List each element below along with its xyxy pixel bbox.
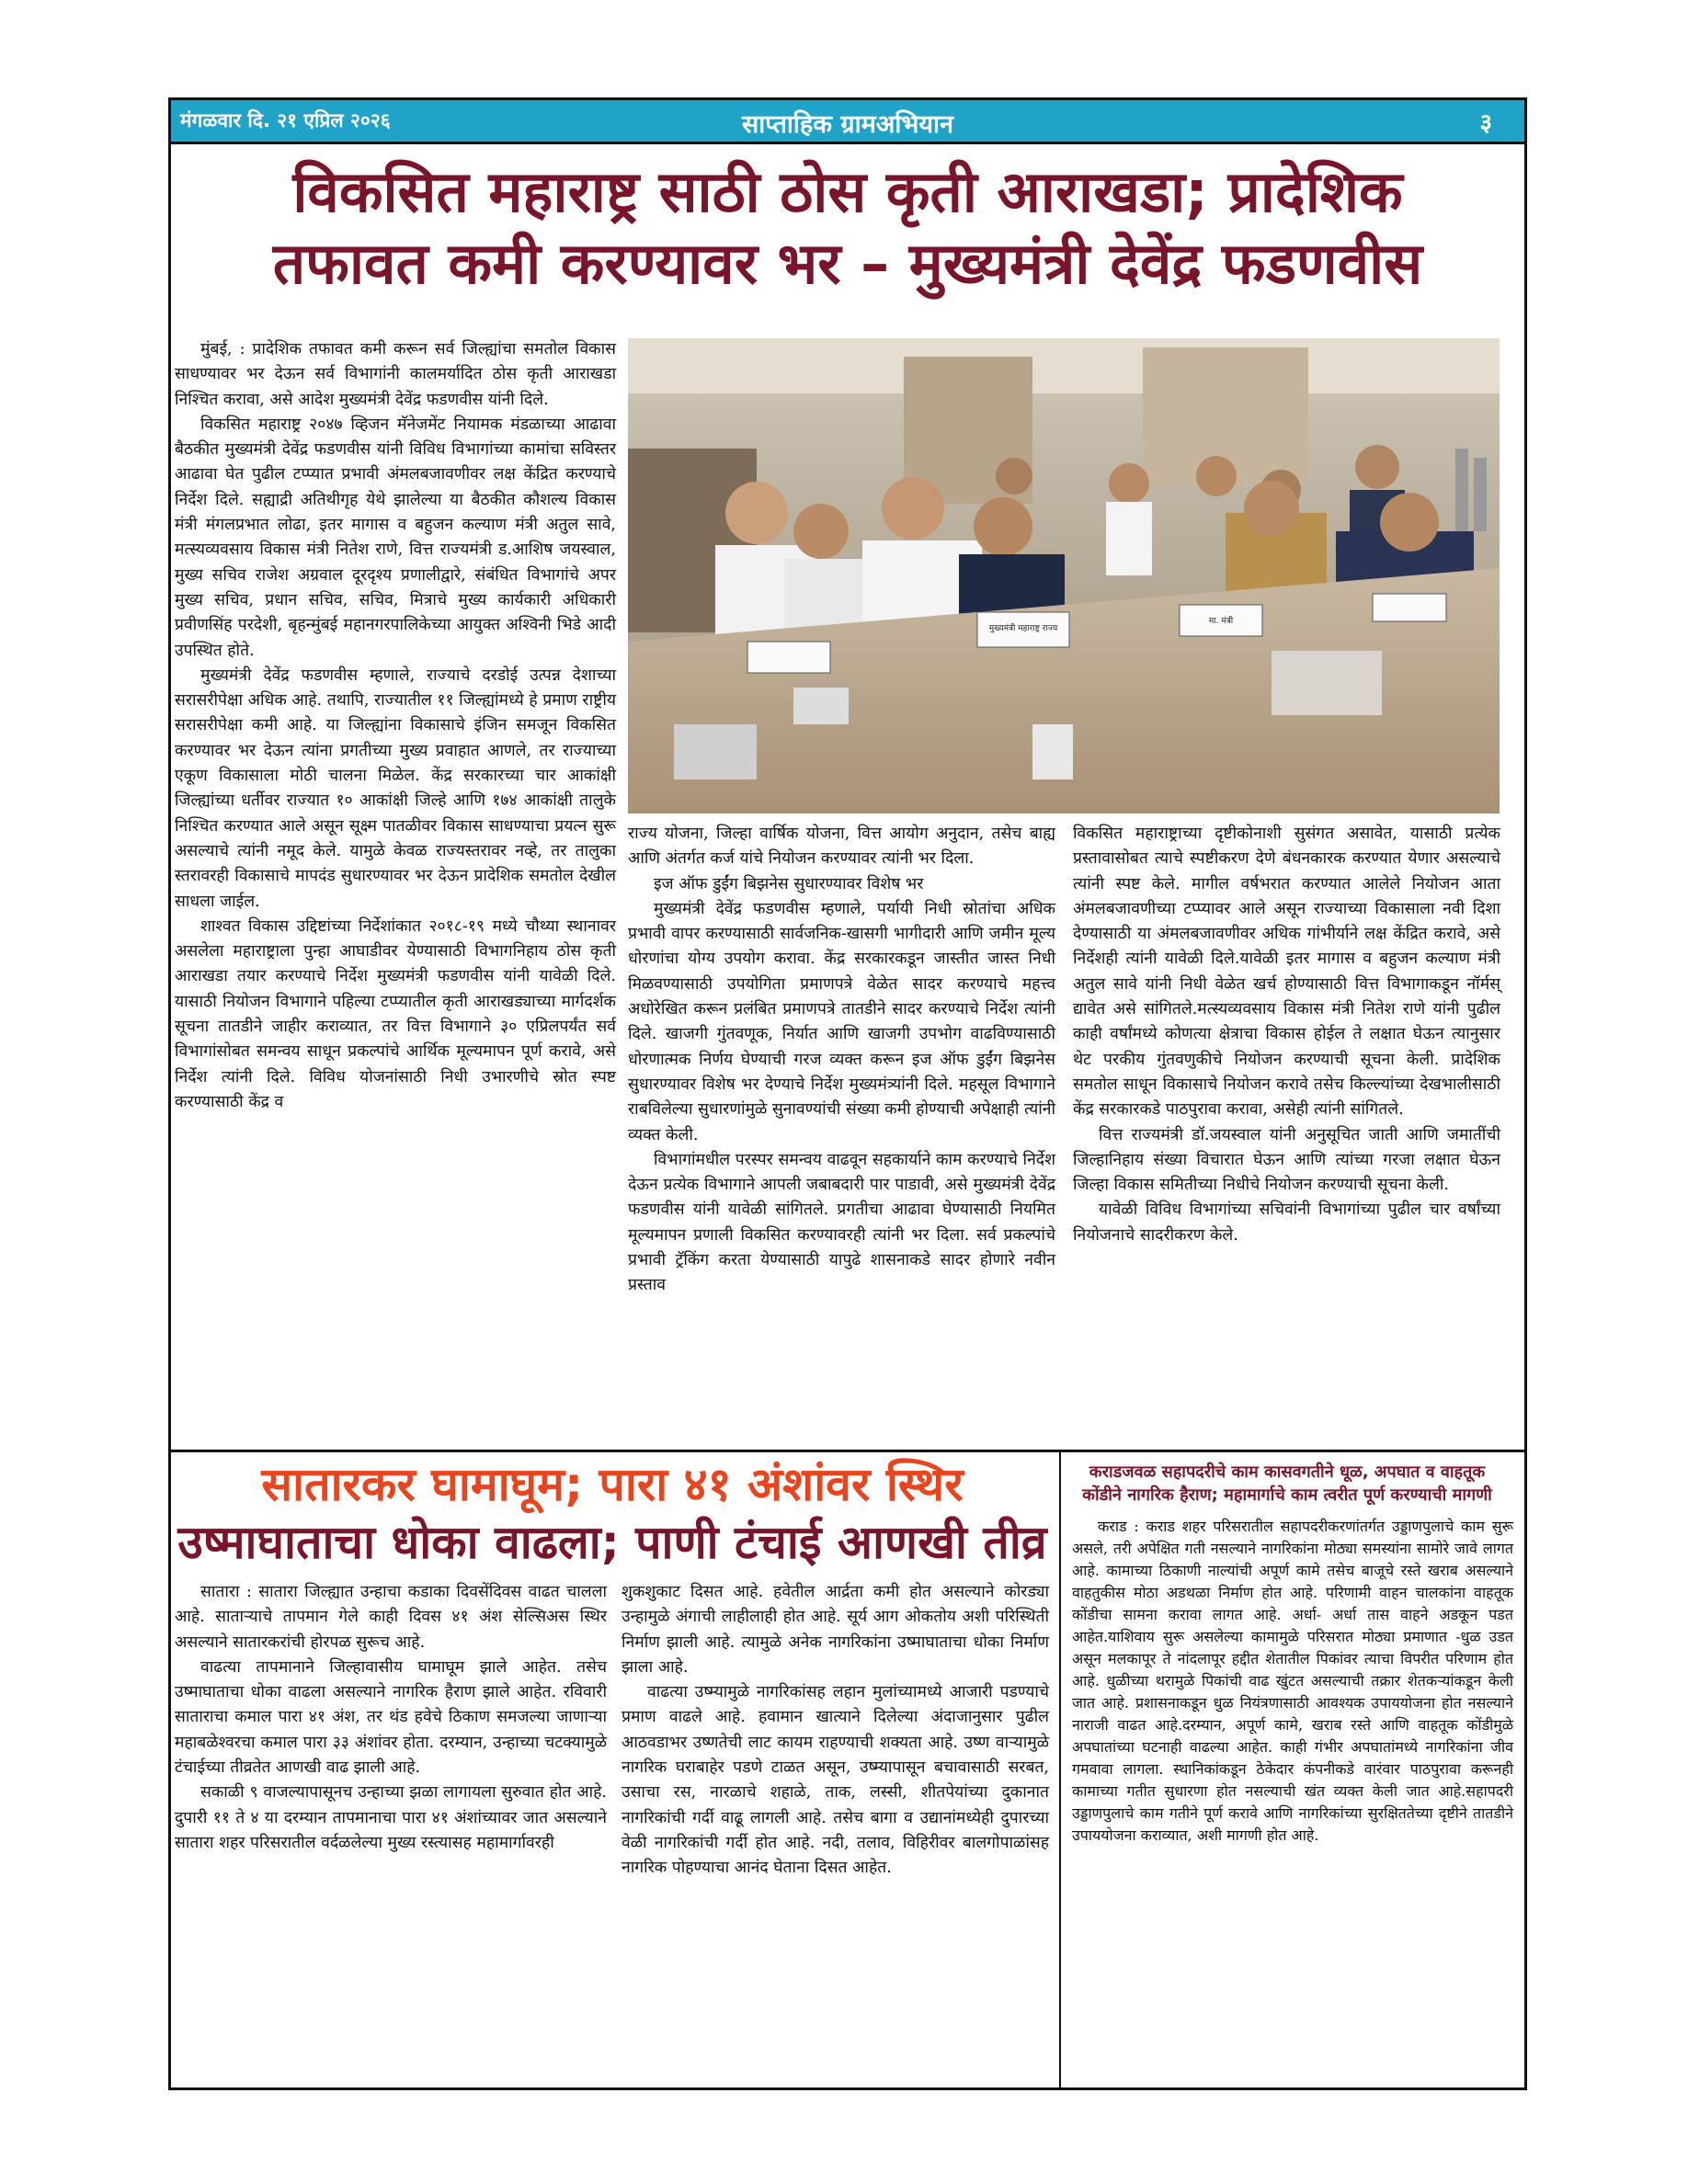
paragraph-subheading: इज ऑफ डुईंग बिझनेस सुधारण्यावर विशेष भर <box>654 874 924 893</box>
newspaper-page <box>168 97 1527 2090</box>
page-number: ३ <box>1479 109 1492 137</box>
story3-column <box>1072 1516 1513 1847</box>
paragraph: राज्य योजना, जिल्हा वार्षिक योजना, वित्त आयोग अनुदान, तसेच बाह्य आणि अंतर्गत कर्ज यांचे नियोजन करण्यावर त्यांनी भर दिला. <box>628 825 1055 869</box>
section-divider <box>171 1450 1524 1452</box>
paragraph: कराड : कराड शहर परिसरातील सहापदरीकरणांतर्गत उड्डाणपुलाचे काम सुरू असले, तरी अपेक्षित गती नसल्याने नागरिकांना मोठ्या समस्यांना सामोरे जावे लागत आहे. कामाच्या ठिकाणी नाल्यांची अपूर्ण कामे तसेच बाजूचे रस्ते खराब असल्याने वाहतुकीस मोठा अडथळा निर्माण होत आहे. परिणामी वाहन चालकांना वाहतूक कोंडीचा सामना करावा लागत आहे. अर्धा- अर्धा तास वाहने अडकून पडत आहेत.याशिवाय सुरू असलेल्या कामामुळे परिसरात मोठ्या प्रमाणात -धुळ उडत असून मलकापूर ते नांदलापूर हद्दीत शेतातील पिकांवर त्याचा विपरीत परिणाम होत आहे. धुळीच्या थरामुळे पिकांची वाढ खुंटत असल्याची तक्रार शेतकऱ्यांकडून केली जात आहे. प्रशासनाकडून धुळ नियंत्रणासाठी आवश्यक उपाययोजना होत नसल्याने नाराजी वाढत आहे.दरम्यान, अपूर्ण कामे, खराब रस्ते आणि वाहतूक कोंडीमुळे अपघातांच्या घटनाही वाढल्या आहेत. काही गंभीर अपघातांमध्ये नागरिकांना जीव गमवावा लागला. स्थानिकांकडून ठेकेदार कंपनीकडे वारंवार पाठपुरावा करूनही कामाच्या गतीत सुधारणा होत नसल्याची खंत व्यक्त केली जात आहे.सहापदरी उड्डाणपुलाचे काम गतीने पूर्ण करावे आणि नागरिकांच्या सुरक्षिततेच्या दृष्टीने तातडीने उपाययोजना कराव्यात, अशी मागणी होत आहे. <box>1072 1518 1513 1844</box>
story2-column-1 <box>175 1580 607 1856</box>
story1-column-3 <box>1073 822 1500 1248</box>
story2-column-2 <box>622 1580 1049 1882</box>
cm-nameplate: मुख्यमंत्री महाराष्ट्र राज्य <box>988 624 1058 633</box>
paragraph: मुख्यमंत्री देवेंद्र फडणवीस म्हणाले, राज्याचे दरडोई उत्पन्न देशाच्या सरासरीपेक्षा अधिक आहे. तथापि, राज्यातील ११ जिल्ह्यांमध्ये हे प्रमाण राष्ट्रीय सरासरीपेक्षा कमी आहे. या जिल्ह्यांना विकासाचे इंजिन समजून विकसित करण्यावर भर देऊन त्यांना प्रगतीच्या मुख्य प्रवाहात आणले, तर राज्याच्या एकूण विकासाला मोठी चालना मिळेल. केंद्र सरकारच्या चार आकांक्षी जिल्ह्यांच्या धर्तीवर राज्यात १० आकांक्षी जिल्हे आणि १७४ आकांक्षी तालुके निश्चित करण्यात आले असून सूक्ष्म पातळीवर विकास साधण्याचा प्रयत्न सुरू असल्याचे त्यांनी नमूद केले. यामुळे केवळ राज्यस्तरावर नव्हे, तर तालुका स्तरावरही विकासाचे मापदंड सुधारण्यावर भर देऊन प्रादेशिक समतोल देखील साधला जाईल. <box>175 665 616 911</box>
minister-nameplate: मा. मंत्री <box>1208 617 1234 626</box>
story3-headline: कराडजवळ सहापदरीचे काम कासवगतीने धूळ, अपघात व वाहतूक कोंडीने नागरिक हैराण; महामार्गाचे काम त्वरीत पूर्ण करण्याची मागणी <box>1082 1462 1492 1505</box>
paragraph: मुख्यमंत्री देवेंद्र फडणवीस म्हणाले, पर्यायी निधी स्रोतांचा अधिक प्रभावी वापर करण्यासाठी सार्वजनिक-खासगी भागीदारी आणि जमीन मूल्य धोरणांचा योग्य उपयोग करावा. केंद्र सरकारकडून जास्तीत जास्त निधी मिळवण्यासाठी उपयोगिता प्रमाणपत्रे वेळेत सादर करण्याचे महत्त्व अधोरेखित करून प्रलंबित प्रमाणपत्रे तातडीने सादर करण्याचे निर्देश त्यांनी दिले. खाजगी गुंतवणूक, निर्यात आणि खाजगी उपभोग वाढविण्यासाठी धोरणात्मक निर्णय घेण्याची गरज व्यक्त करून इज ऑफ डुईंग बिझनेस सुधारण्यावर विशेष भर देण्याचे निर्देश मुख्यमंत्र्यांनी दिले. महसूल विभागाने राबविलेल्या सुधारणांमुळे सुनावण्यांची संख्या कमी होण्याची अपेक्षाही त्यांनी व्यक्त केली. <box>628 899 1055 1144</box>
paper-title: साप्ताहिक ग्रामअभियान <box>741 110 954 139</box>
paragraph: सातारा : सातारा जिल्ह्यात उन्हाचा कडाका दिवसेंदिवस वाढत चालला आहे. साताऱ्याचे तापमान गेले काही दिवस ४१ अंश सेल्सिअस स्थिर असल्याने सातारकरांची होरपळ सुरूच आहे. <box>175 1583 607 1652</box>
story2-headline-line1: सातारकर घामाघूम; पारा ४१ अंशांवर स्थिर <box>261 1458 964 1511</box>
meeting-photo-image <box>628 338 1500 813</box>
paragraph: वित्त राज्यमंत्री डॉ.जयस्वाल यांनी अनुसूचित जाती आणि जमातींची जिल्हानिहाय संख्या विचारात घेऊन आणि त्यांच्या गरजा लक्षात घेऊन जिल्हा विकास समितीच्या निधीचे नियोजन करण्याची सूचना केली. <box>1073 1125 1500 1195</box>
story1-headline-line1: विकसित महाराष्ट्र साठी ठोस कृती आराखडा; प्रादेशिक <box>292 158 1403 225</box>
paragraph: विकसित महाराष्ट्राच्या दृष्टीकोनाशी सुसंगत असावेत, यासाठी प्रत्येक प्रस्तावासोबत त्याचे स्पष्टीकरण देणे बंधनकारक करण्यात येणार असल्याचे त्यांनी स्पष्ट केले. मागील वर्षभरात करण्यात आलेले नियोजन आता अंमलबजावणीच्या टप्प्यावर आले असून राज्याच्या विकासाला नवी दिशा देण्यासाठी या अंमलबजावणीवर अधिक गांभीर्याने लक्ष केंद्रित करावे, असे निर्देशही त्यांनी यावेळी दिले.यावेळी इतर मागास व बहुजन कल्याण मंत्री अतुल सावे यांनी निधी वेळेत खर्च होण्यासाठी वित्त विभागाकडून नॉर्मस् द्यावेत असे सांगितले.मत्स्यव्यवसाय विकास मंत्री नितेश राणे यांनी पुढील काही वर्षांमध्ये कोणत्या क्षेत्राचा विकास होईल ते लक्षात घेऊन त्यानुसार थेट परकीय गुंतवणुकीचे नियोजन करण्याची सूचना केली. प्रादेशिक समतोल साधून विकासाचे नियोजन करावे तसेच किल्ल्यांच्या देखभालीसाठी केंद्र सरकारकडे पाठपुरावा करावा, असेही त्यांनी सांगितले. <box>1073 825 1500 1120</box>
paragraph: विभागांमधील परस्पर समन्वय वाढवून सहकार्याने काम करण्याचे निर्देश देऊन प्रत्येक विभागाने आपली जबाबदारी पार पाडावी, असे मुख्यमंत्री देवेंद्र फडणवीस यांनी यावेळी सांगितले. प्रगतीचा आढावा घेण्यासाठी नियमित मूल्यमापन प्रणाली विकसित करण्यावरही त्यांनी भर दिला. सर्व प्रकल्पांचे प्रभावी ट्रॅकिंग करता येण्यासाठी यापुढे शासनाकडे सादर होणारे नवीन प्रस्ताव <box>628 1150 1055 1295</box>
meeting-photo <box>628 338 1500 813</box>
paragraph: वाढत्या तापमानाने जिल्हावासीय घामाघूम झाले आहेत. तसेच उष्माघाताचा धोका वाढला असल्याने नागरिक हैराण झाले आहेत. रविवारी साताराचा कमाल पारा ४१ अंश, तर थंड हवेचे ठिकाण समजल्या जाणाऱ्या महाबळेश्वरचा कमाल पारा ३३ अंशांवर होता. दरम्यान, उन्हाच्या चटक्यामुळे टंचाईच्या तीव्रतेत आणखी वाढ झाली आहे. <box>175 1657 607 1778</box>
issue-date: मंगळवार दि. २१ एप्रिल २०२६ <box>180 109 391 131</box>
page-header <box>171 100 1524 144</box>
paragraph: शाश्वत विकास उद्दिष्टांच्या निर्देशांकात २०१८-१९ मध्ये चौथ्या स्थानावर असलेला महाराष्ट्राला पुन्हा आघाडीवर येण्यासाठी विभागनिहाय ठोस कृती आराखडा तयार करण्याचे निर्देश मुख्यमंत्री फडणवीस यांनी यावेळी दिले. यासाठी नियोजन विभागाने पहिल्या टप्प्यातील कृती आराखड्याच्या मार्गदर्शक सूचना तातडीने जाहीर कराव्यात, तर वित्त विभागाने ३० एप्रिलपर्यंत सर्व विभागांसोबत समन्वय साधून प्रकल्पांचे आर्थिक मूल्यमापन पूर्ण करावे, असे निर्देश त्यांनी दिले. विविध योजनांसाठी निधी उभारणीचे स्रोत स्पष्ट करण्यासाठी केंद्र व <box>175 916 616 1111</box>
paragraph: विकसित महाराष्ट्र २०४७ व्हिजन मॅनेजमेंट नियामक मंडळाच्या आढावा बैठकीत मुख्यमंत्री देवेंद्र फडणवीस यांनी विविध विभागांच्या कामांचा सविस्तर आढावा घेत पुढील टप्प्यात प्रभावी अंमलबजावणीवर लक्ष केंद्रित करण्याचे निर्देश दिले. सह्याद्री अतिथीगृह येथे झालेल्या या बैठकीत कौशल्य विकास मंत्री मंगलप्रभात लोढा, इतर मागास व बहुजन कल्याण मंत्री अतुल सावे, मत्स्यव्यवसाय विकास मंत्री नितेश राणे, वित्त राज्यमंत्री ड.आशिष जयस्वाल, मुख्य सचिव राजेश अग्रवाल दूरदृश्य प्रणालीद्वारे, संबंधित विभागांचे अपर मुख्य सचिव, प्रधान सचिव, सचिव, मित्राचे मुख्य कार्यकारी अधिकारी प्रवीणसिंह परदेशी, बृहन्मुंबई महानगरपालिकेच्या आयुक्त अश्विनी भिडे आदी उपस्थित होते. <box>175 415 616 660</box>
paragraph: शुकशुकाट दिसत आहे. हवेतील आर्द्रता कमी होत असल्याने कोरड्या उन्हामुळे अंगाची लाहीलाही होत आहे. सूर्य आग ओकतोय अशी परिस्थिती निर्माण झाली आहे. त्यामुळे अनेक नागरिकांना उष्माघाताचा धोका निर्माण झाला आहे. <box>622 1583 1049 1677</box>
story1-headline-line2: तफावत कमी करण्यावर भर – मुख्यमंत्री देवेंद्र फडणवीस <box>272 230 1423 297</box>
paragraph: मुंबई, : प्रादेशिक तफावत कमी करून सर्व जिल्ह्यांचा समतोल विकास साधण्यावर भर देऊन सर्व विभागांनी कालमर्यादित ठोस कृती आराखडा निश्चित करावा, असे आदेश मुख्यमंत्री देवेंद्र फडणवीस यांनी दिले. <box>175 340 616 409</box>
paragraph: वाढत्या उष्म्यामुळे नागरिकांसह लहान मुलांच्यामध्ये आजारी पडण्याचे प्रमाण वाढले आहे. हवामान खात्याने दिलेल्या अंदाजानुसार पुढील आठवडाभर उष्णतेची लाट कायम राहण्याची शक्यता आहे. उष्ण वाऱ्यामुळे नागरिक घराबाहेर पडणे टाळत असून, उष्म्यापासून बचावासाठी सरबत, उसाचा रस, नारळाचे शहाळे, ताक, लस्सी, शीतपेयांच्या दुकानात नागरिकांची गर्दी वाढू लागली आहे. तसेच बागा व उद्यानांमध्येही दुपारच्या वेळी नागरिकांची गर्दी होत आहे. नदी, तलाव, विहिरीवर बालगोपाळांसह नागरिक पोहण्याचा आनंद घेताना दिसत आहेत. <box>622 1683 1049 1878</box>
paragraph: सकाळी ९ वाजल्यापासूनच उन्हाच्या झळा लागायला सुरुवात होत आहे. दुपारी ११ ते ४ या दरम्यान तापमानाचा पारा ४१ अंशांच्यावर जात असल्याने सातारा शहर परिसरातील वर्दळलेल्या मुख्य रस्त्यासह महामार्गावरही <box>175 1783 607 1852</box>
paragraph: यावेळी विविध विभागांच्या सचिवांनी विभागांच्या पुढील चार वर्षांच्या नियोजनाचे सादरीकरण केले. <box>1073 1200 1500 1245</box>
story1-column-2 <box>628 822 1055 1299</box>
story1-column-1 <box>175 337 616 1115</box>
story2-headline-line2: उष्माघाताचा धोका वाढला; पाणी टंचाई आणखी तीव्र <box>177 1516 1047 1569</box>
column-divider <box>1059 1451 1061 2087</box>
